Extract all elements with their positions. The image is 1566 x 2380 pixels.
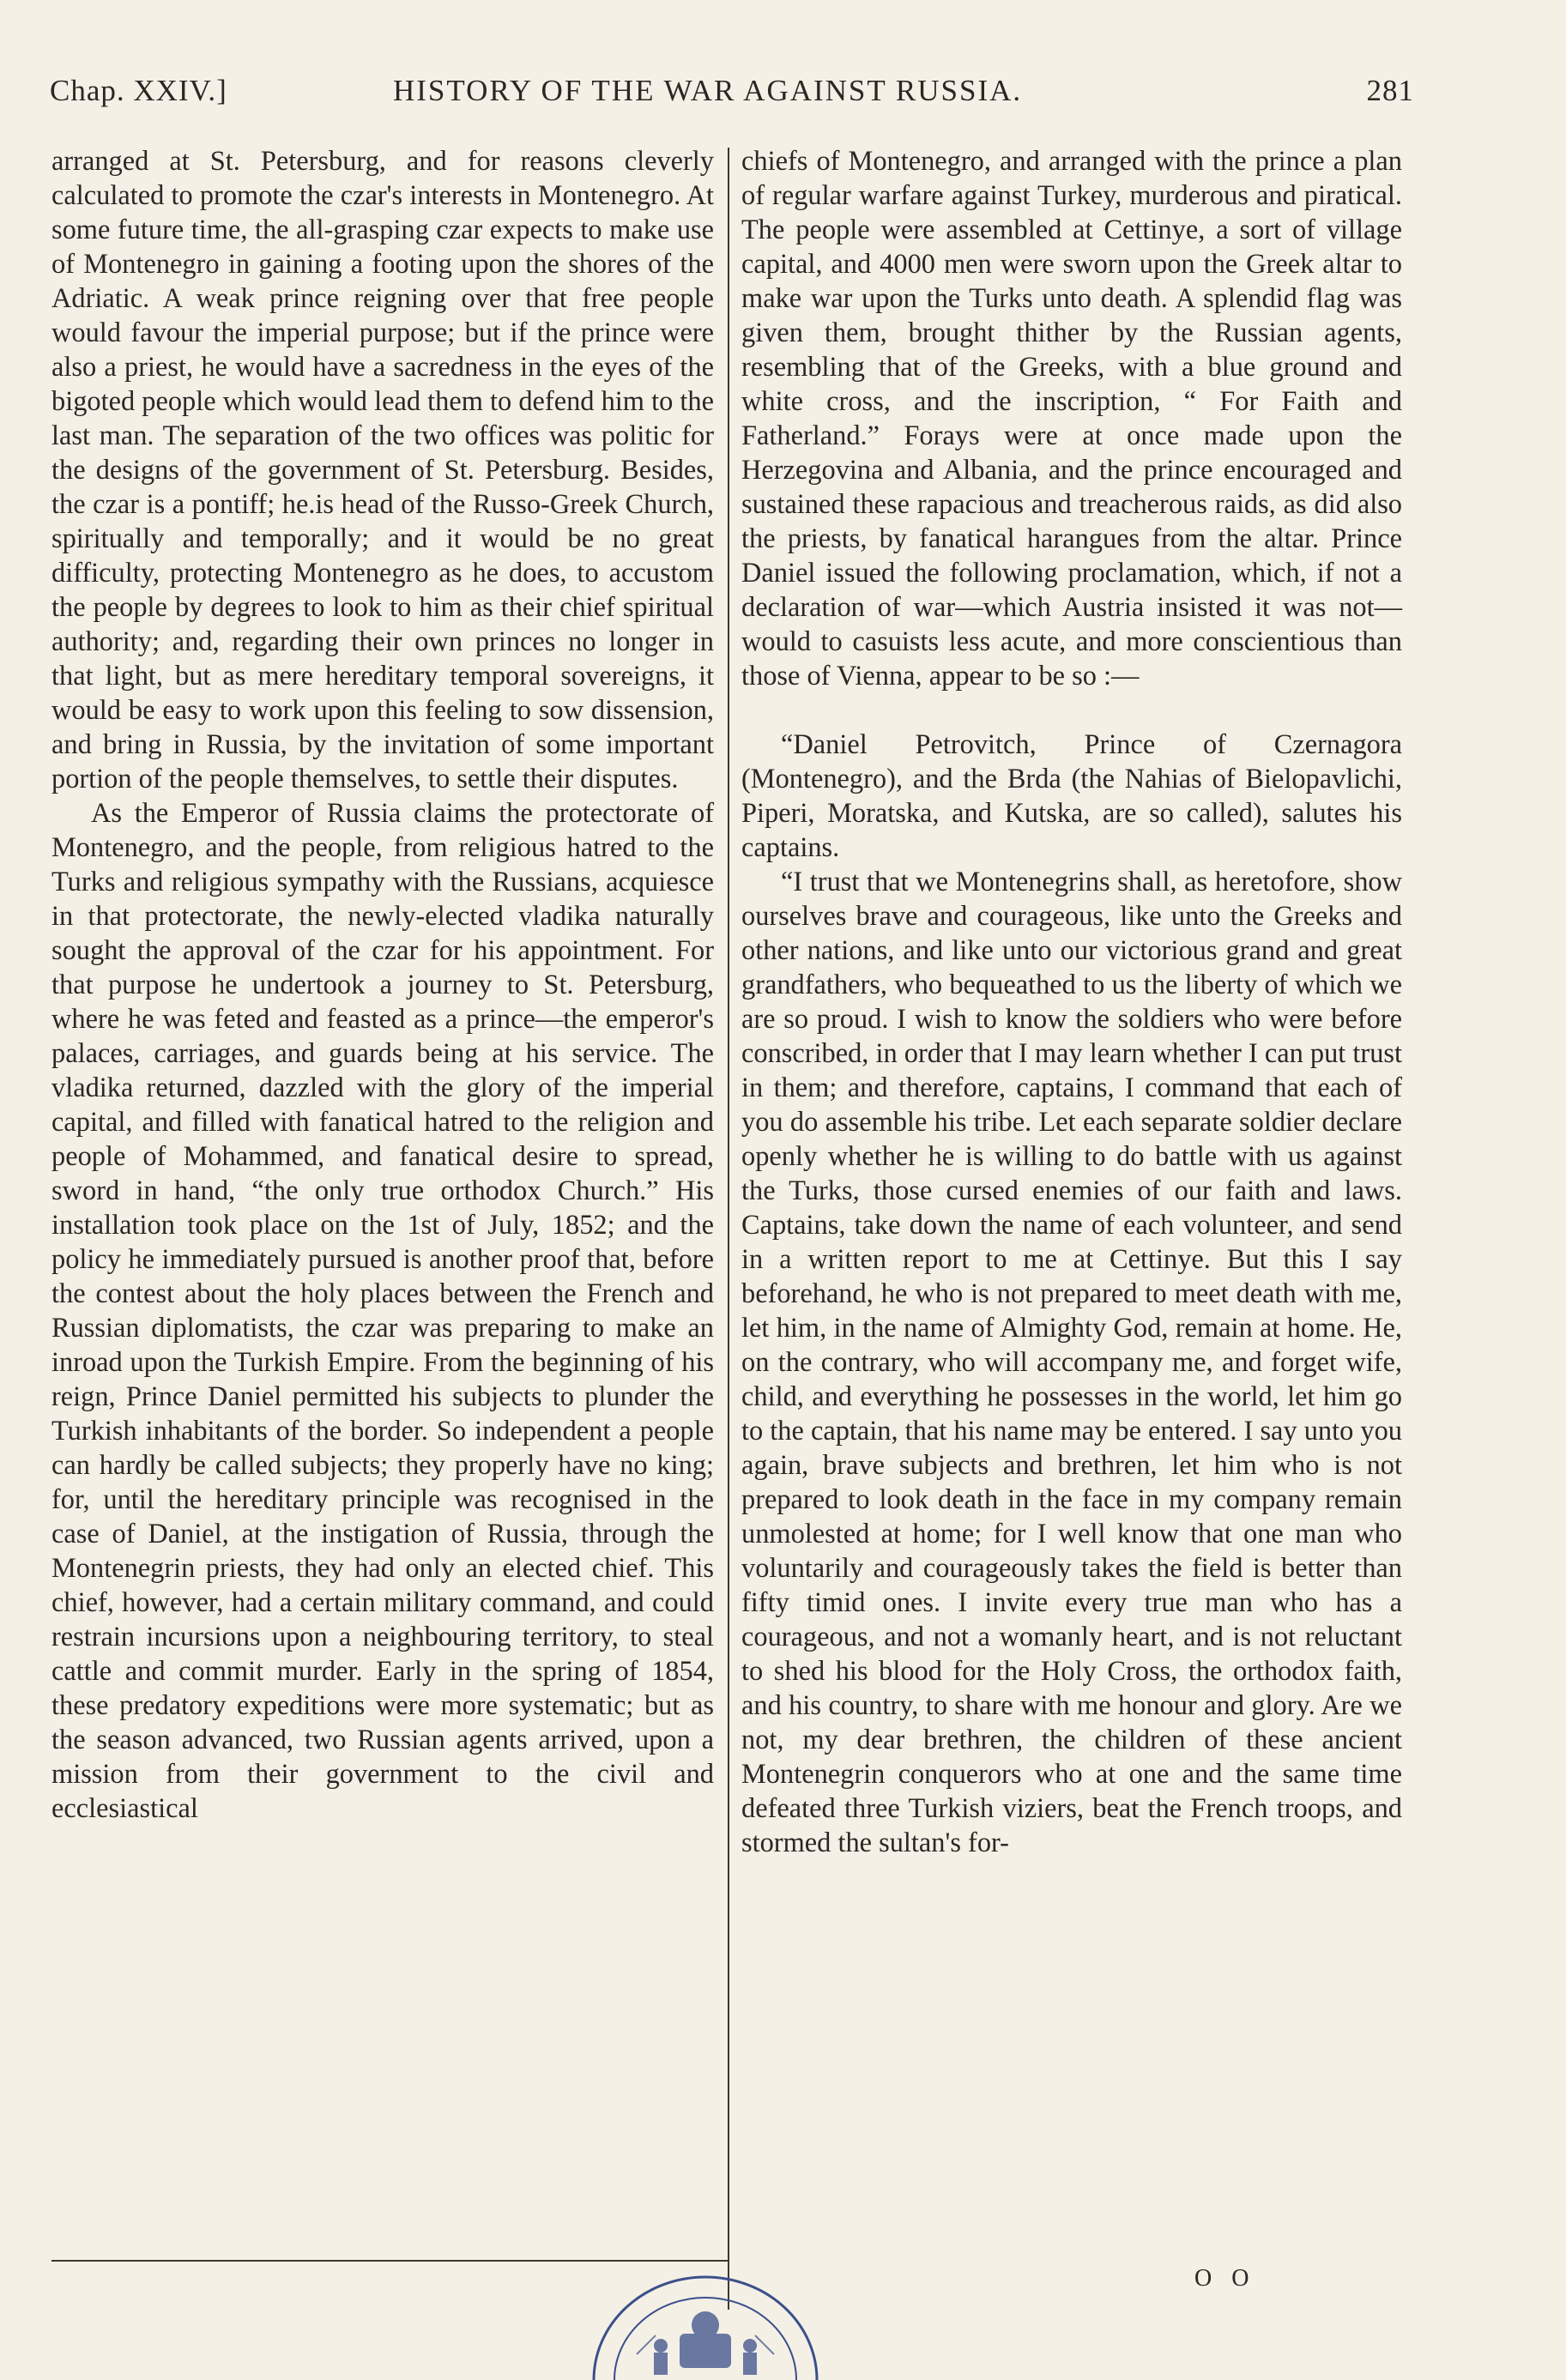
page-number: 281 [1366, 74, 1414, 107]
signature-mark: O O [1194, 2265, 1256, 2292]
left-paragraph-2: As the Emperor of Russia claims the protectorate of Montenegro, and the people, from religious hatred to the Turks and religious sympathy with the Russians, acquiesce in that protectorate, the newly-elected vladika naturally sought the approval of the czar for his appointment. For that purpose he undertook a journey to St. Petersburg, where he was feted and feasted as a prince—the emperor's palaces, carriages, and guards being at his service. The vladika returned, dazzled with the glory of the imperial capital, and filled with fanatical hatred to the religion and people of Mohammed, and fanatical desire to spread, sword in hand, “the only true orthodox Church.” His installation took place on the 1st of July, 1852; and the policy he immediately pursued is another proof that, before the contest about the holy places between the French and Russian diplomatists, the czar was preparing to make an inroad upon the Turkish Empire. From the beginning of his reign, Prince Daniel permitted his subjects to plunder the Turkish inhabitants of the border. So independent a people can hardly be called subjects; they properly have no king; for, until the hereditary principle was recognised in the case of Daniel, at the instigation of Russia, through the Montenegrin priests, they had only an elected chief. This chief, however, had a certain military command, and could restrain incursions upon a neighbouring territory, to steal cattle and commit murder. Early in the spring of 1854, these predatory expeditions were more systematic; but as the season advanced, two Russian agents arrived, upon a mission from their government to the civil and ecclesiastical [51, 798, 714, 1824]
right-paragraph-1: chiefs of Montenegro, and arranged with the prince a plan of regular warfare against Turkey, murderous and piratical. The people were assembled at Cettinye, a sort of village capital, and 4000 men were sworn upon the Greek altar to make war upon the Turks unto death. A splendid flag was given them, brought thither by the Russian agents, resembling that of the Greeks, with a blue ground and white cross, and the inscription, “ For Faith and Fatherland.” Forays were at once made upon the Herzegovina and Albania, and the prince encouraged and sustained these rapacious and treacherous raids, as did also the priests, by fanatical harangues from the altar. Prince Daniel issued the following proclamation, which, if not a declaration of war—which Austria insisted it was not—would to casuists less acute, and more conscientious than those of Vienna, appear to be so :— [741, 146, 1402, 692]
column-divider [728, 148, 729, 2310]
library-stamp-icon [577, 2251, 834, 2380]
running-head [50, 74, 1414, 125]
right-column [741, 144, 1402, 1860]
left-column [51, 144, 714, 1826]
proclamation-body: “I trust that we Montenegrins shall, as heretofore, show ourselves brave and courageous, like unto the Greeks and other nations, and like unto our victorious grand and great grandfathers, who bequeathed to us the liberty of which we are so proud. I wish to know the soldiers who were before conscribed, in order that I may learn whether I can put trust in them; and therefore, captains, I command that each of you do assemble his tribe. Let each separate soldier declare openly whether he is willing to do battle with us against the Turks, those cursed enemies of our faith and laws. Captains, take down the name of each volunteer, and send in a written report to me at Cettinye. But this I say beforehand, he who is not prepared to meet death with me, let him, in the name of Almighty God, remain at home. He, on the contrary, who will accompany me, and forget wife, child, and everything he possesses in the world, let him go to the captain, that his name may be entered. I say unto you again, brave subjects and brethren, let him who is not prepared to look death in the face in my company remain unmolested at home; for I well know that one man who voluntarily and courageously takes the field is better than fifty timid ones. I invite every true man who has a courageous, and not a womanly heart, and is not reluctant to shed his blood for the Holy Cross, the orthodox faith, and his country, to share with me honour and glory. Are we not, my dear brethren, the children of these ancient Montenegrin conquerors who at one and the same time defeated three Turkish viziers, beat the French troops, and stormed the sultan's for- [741, 867, 1402, 1858]
running-title: HISTORY OF THE WAR AGAINST RUSSIA. [393, 74, 1023, 107]
proclamation-opening: “Daniel Petrovitch, Prince of Czernagora (Montenegro), and the Brda (the Nahias of Bielopavlichi, Piperi, Moratska, and Kutska, are so called), salutes his captains. [741, 729, 1402, 863]
left-paragraph-1: arranged at St. Petersburg, and for reasons cleverly calculated to promote the czar's interests in Montenegro. At some future time, the all-grasping czar expects to make use of Montenegro in gaining a footing upon the shores of the Adriatic. A weak prince reigning over that free people would favour the imperial purpose; but if the prince were also a priest, he would have a sacredness in the eyes of the bigoted people which would lead them to defend him to the last man. The separation of the two offices was politic for the designs of the government of St. Petersburg. Besides, the czar is a pontiff; he.is head of the Russo-Greek Church, spiritually and temporally; and it would be no great difficulty, protecting Montenegro as he does, to accustom the people by degrees to look to him as their chief spiritual authority; and, regarding their own princes no longer in that light, but as mere hereditary temporal sovereigns, it would be easy to work upon this feeling to sow dissension, and bring in Russia, by the invitation of some important portion of the people themselves, to settle their disputes. [51, 146, 714, 794]
chapter-label: Chap. XXIV.] [50, 74, 227, 107]
paragraph-spacer [741, 693, 1402, 728]
